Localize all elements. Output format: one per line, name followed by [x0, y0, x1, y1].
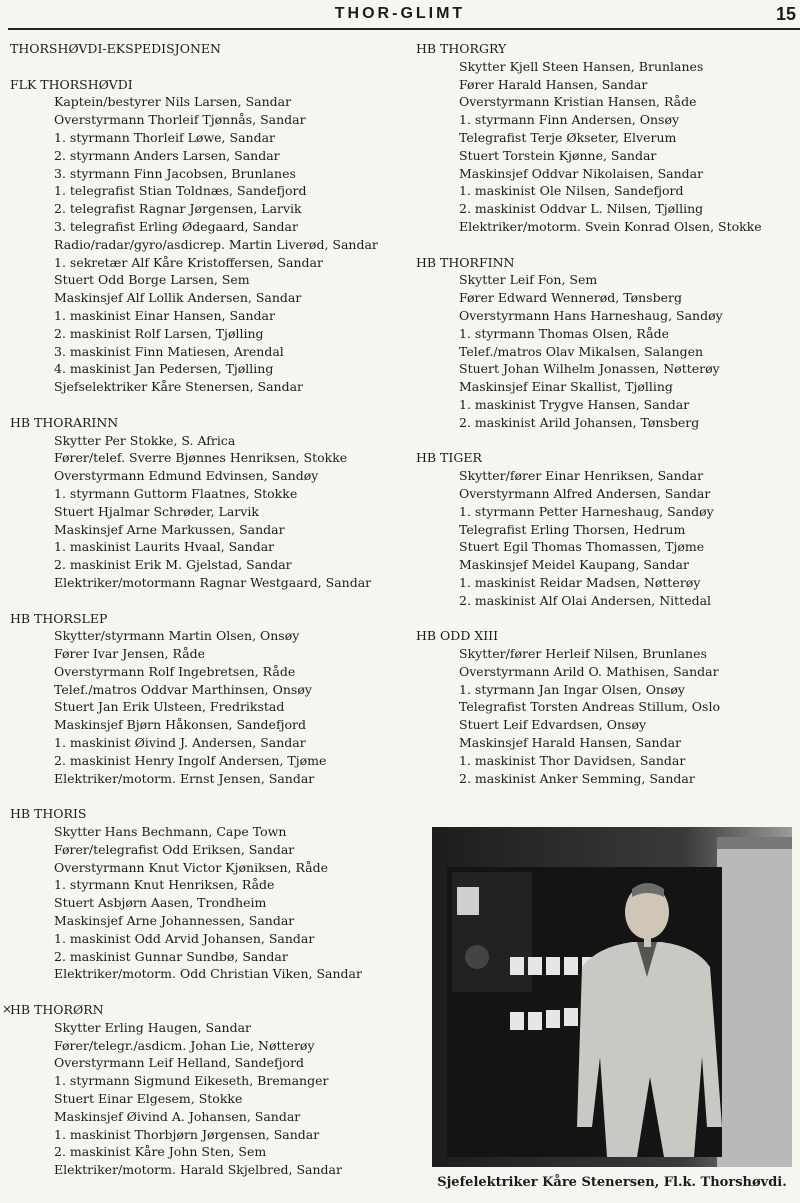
crew-entry: Maskinsjef Arne Markussen, Sandar [54, 521, 285, 537]
section-spacer [416, 432, 796, 450]
crew-entry: 4. maskinist Jan Pedersen, Tjølling [54, 361, 274, 377]
header-rule [8, 28, 800, 30]
section-heading-text: HB THORFINN [416, 254, 515, 270]
crew-entry: Telef./matros Olav Mikalsen, Salangen [459, 343, 704, 359]
crew-entry: Maskinsjef Øivind A. Johansen, Sandar [54, 1108, 301, 1124]
section-heading [10, 610, 405, 628]
section-spacer [10, 983, 405, 1001]
crew-entry: Elektriker/motorm. Ernst Jensen, Sandar [54, 770, 315, 786]
crew-entry: Skytter Kjell Steen Hansen, Brunlanes [459, 58, 704, 74]
crew-entry: Fører/telef. Sverre Bjønnes Henriksen, Stokke [54, 450, 348, 466]
crew-entry: 3. telegrafist Erling Ødegaard, Sandar [54, 218, 298, 234]
section-spacer [416, 610, 796, 628]
crew-entry: Maskinsjef Bjørn Håkonsen, Sandefjord [54, 717, 306, 733]
crew-entry: Overstyrmann Knut Victor Kjøniksen, Råde [54, 859, 328, 875]
crew-entry: Skytter/fører Einar Henriksen, Sandar [459, 468, 704, 484]
crew-entry: Stuert Jan Erik Ulsteen, Fredrikstad [54, 699, 285, 715]
section-spacer [10, 592, 405, 610]
section-heading-text: HB THORIS [10, 806, 87, 822]
crew-entry: 1. maskinist Reidar Madsen, Nøtterøy [459, 574, 701, 590]
crew-entry: Elektriker/motorm. Svein Konrad Olsen, Stokke [459, 218, 762, 234]
crew-entry: 2. maskinist Kåre John Sten, Sem [54, 1144, 267, 1160]
crew-entry: Fører Edward Wennerød, Tønsberg [459, 290, 682, 306]
crew-entry: Maskinsjef Harald Hansen, Sandar [459, 735, 682, 751]
crew-entry: 1. maskinist Laurits Hvaal, Sandar [54, 539, 275, 555]
photo [432, 827, 792, 1167]
section-spacer [10, 787, 405, 805]
crew-entry: Overstyrmann Arild O. Mathisen, Sandar [459, 663, 719, 679]
section-heading [10, 414, 405, 432]
section-heading-text: HB THORGRY [416, 41, 507, 56]
photo-caption: Sjefelektriker Kåre Stenersen, Fl.k. Thorshøvdi. [437, 1175, 787, 1190]
crew-entry: 2. maskinist Henry Ingolf Andersen, Tjøme [54, 752, 327, 768]
crew-entry: Skytter/fører Herleif Nilsen, Brunlanes [459, 646, 707, 662]
crew-entry: Overstyrmann Hans Harneshaug, Sandøy [459, 307, 723, 323]
crew-entry: Telegrafist Torsten Andreas Stillum, Oslo [459, 699, 720, 715]
crew-entry: Overstyrmann Thorleif Tjønnås, Sandar [54, 112, 306, 128]
crew-entry: 2. maskinist Rolf Larsen, Tjølling [54, 325, 264, 341]
crew-entry: 3. maskinist Finn Matiesen, Arendal [54, 343, 284, 359]
crew-entry: Radio/radar/gyro/asdicrep. Martin Liverød, Sandar [54, 236, 378, 252]
section-heading-text: HB TIGER [416, 450, 482, 466]
crew-entry: Telegrafist Terje Økseter, Elverum [459, 129, 677, 145]
crew-entry: Fører Ivar Jensen, Råde [54, 646, 206, 662]
crew-entry: Overstyrmann Kristian Hansen, Råde [459, 94, 697, 110]
crew-entry: 2. maskinist Arild Johansen, Tønsberg [459, 414, 700, 430]
publication-title: THOR-GLIMT [334, 5, 466, 22]
crew-entry: 2. maskinist Gunnar Sundbø, Sandar [54, 948, 288, 964]
crew-entry: 1. maskinist Øivind J. Andersen, Sandar [54, 735, 306, 751]
crew-entry: 1. maskinist Thor Davidsen, Sandar [459, 752, 686, 768]
crew-entry: Skytter Leif Fon, Sem [459, 272, 598, 288]
right-column [416, 40, 796, 787]
crew-entry: 1. maskinist Odd Arvid Johansen, Sandar [54, 930, 315, 946]
crew-entry: Stuert Egil Thomas Thomassen, Tjøme [459, 539, 705, 555]
page-header [0, 0, 800, 30]
crew-entry: Telef./matros Oddvar Marthinsen, Onsøy [54, 681, 312, 697]
crew-entry: 2. maskinist Anker Semming, Sandar [459, 770, 695, 786]
crew-entry: Maskinsjef Oddvar Nikolaisen, Sandar [459, 165, 704, 181]
crew-entry: Elektriker/motorm. Odd Christian Viken, Sandar [54, 966, 362, 982]
section-heading [416, 254, 796, 272]
section-heading [10, 76, 405, 94]
crew-entry: 1. maskinist Trygve Hansen, Sandar [459, 396, 690, 412]
crew-entry: 1. styrmann Jan Ingar Olsen, Onsøy [459, 681, 685, 697]
section-heading-text: HB THORØRN [10, 1002, 104, 1018]
crew-entry: 1. styrmann Finn Andersen, Onsøy [459, 112, 680, 128]
crew-entry: Skytter Per Stokke, S. Africa [54, 432, 236, 448]
crew-entry: 1. styrmann Guttorm Flaatnes, Stokke [54, 485, 298, 501]
section-heading [2, 1001, 405, 1019]
crew-entry: 1. styrmann Petter Harneshaug, Sandøy [459, 503, 714, 519]
crew-entry: 1. maskinist Einar Hansen, Sandar [54, 307, 275, 323]
section-spacer [416, 236, 796, 254]
crew-entry: Stuert Torstein Kjønne, Sandar [459, 147, 657, 163]
crew-entry: 2. telegrafist Ragnar Jørgensen, Larvik [54, 201, 302, 217]
section-spacer [10, 58, 405, 76]
crew-entry: 1. telegrafist Stian Toldnæs, Sandefjord [54, 183, 307, 199]
crew-entry: Overstyrmann Leif Helland, Sandefjord [54, 1055, 305, 1071]
crew-entry: Fører/telegrafist Odd Eriksen, Sandar [54, 841, 295, 857]
crew-entry: 1. styrmann Knut Henriksen, Råde [54, 877, 275, 893]
crew-entry: Elektriker/motormann Ragnar Westgaard, Sandar [54, 574, 372, 590]
section-heading [10, 805, 405, 823]
crew-entry: Stuert Johan Wilhelm Jonassen, Nøtterøy [459, 361, 720, 377]
crew-entry: Telegrafist Erling Thorsen, Hedrum [459, 521, 686, 537]
crew-entry: Fører Harald Hansen, Sandar [459, 76, 648, 92]
crew-entry: Sjefselektriker Kåre Stenersen, Sandar [54, 379, 304, 395]
crew-entry: Stuert Leif Edvardsen, Onsøy [459, 717, 647, 733]
section-heading [10, 40, 405, 58]
section-heading-text: THORSHØVDI-EKSPEDISJONEN [10, 41, 221, 56]
crew-entry: Maskinsjef Meidel Kaupang, Sandar [459, 557, 689, 573]
page-number: 15 [775, 4, 796, 24]
crew-entry: Skytter/styrmann Martin Olsen, Onsøy [54, 628, 300, 644]
crew-entry: Elektriker/motorm. Harald Skjelbred, Sandar [54, 1162, 342, 1178]
crew-entry: Overstyrmann Rolf Ingebretsen, Råde [54, 663, 296, 679]
crew-entry: 1. styrmann Sigmund Eikeseth, Bremanger [54, 1073, 329, 1089]
crew-entry: 1. maskinist Thorbjørn Jørgensen, Sandar [54, 1126, 320, 1142]
section-heading [416, 40, 796, 58]
handwritten-mark: × [2, 1002, 13, 1017]
section-heading-text: HB THORSLEP [10, 610, 108, 626]
crew-entry: Kaptein/bestyrer Nils Larsen, Sandar [54, 94, 292, 110]
crew-entry: Overstyrmann Edmund Edvinsen, Sandøy [54, 468, 319, 484]
section-heading [416, 449, 796, 467]
crew-entry: Overstyrmann Alfred Andersen, Sandar [459, 485, 711, 501]
crew-entry: Maskinsjef Einar Skallist, Tjølling [459, 379, 673, 395]
crew-entry: 1. maskinist Ole Nilsen, Sandefjord [459, 183, 684, 199]
crew-entry: 1. styrmann Thorleif Løwe, Sandar [54, 129, 276, 145]
section-heading-text: HB THORARINN [10, 414, 119, 430]
photo-illustration [432, 827, 792, 1167]
crew-entry: 2. styrmann Anders Larsen, Sandar [54, 147, 280, 163]
crew-entry: Stuert Einar Elgesem, Stokke [54, 1091, 243, 1107]
crew-entry: 2. maskinist Oddvar L. Nilsen, Tjølling [459, 201, 704, 217]
crew-entry: Stuert Odd Borge Larsen, Sem [54, 272, 250, 288]
section-spacer [10, 396, 405, 414]
crew-entry: 2. maskinist Alf Olai Andersen, Nittedal [459, 592, 712, 608]
crew-entry: Skytter Hans Bechmann, Cape Town [54, 824, 287, 840]
crew-entry: 1. styrmann Thomas Olsen, Råde [459, 325, 669, 341]
crew-entry: Stuert Hjalmar Schrøder, Larvik [54, 503, 259, 519]
crew-entry: Stuert Asbjørn Aasen, Trondheim [54, 895, 267, 911]
crew-entry: Fører/telegr./asdicm. Johan Lie, Nøtterøy [54, 1037, 315, 1053]
left-column [2, 40, 405, 1179]
crew-entry: 1. sekretær Alf Kåre Kristoffersen, Sandar [54, 254, 323, 270]
crew-entry: Maskinsjef Arne Johannessen, Sandar [54, 913, 295, 929]
crew-entry: Maskinsjef Alf Lollik Andersen, Sandar [54, 290, 302, 306]
crew-entry: 2. maskinist Erik M. Gjelstad, Sandar [54, 557, 292, 573]
section-heading [416, 627, 796, 645]
crew-entry: Skytter Erling Haugen, Sandar [54, 1019, 252, 1035]
crew-entry: 3. styrmann Finn Jacobsen, Brunlanes [54, 165, 296, 181]
section-heading-text: FLK THORSHØVDI [10, 76, 133, 92]
section-heading-text: HB ODD XIII [416, 628, 499, 644]
